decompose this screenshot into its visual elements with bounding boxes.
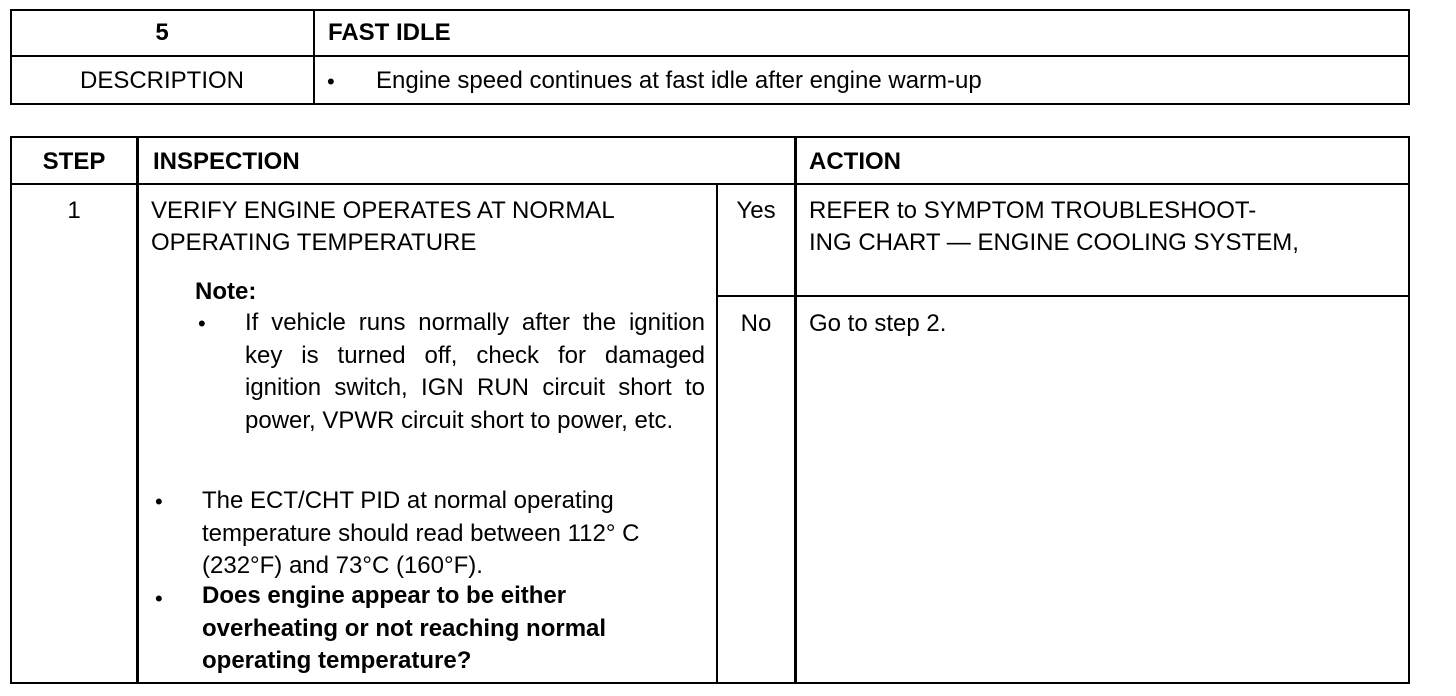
inspection-title-line1: VERIFY ENGINE OPERATES AT NORMAL [151,197,615,224]
question-text: Does engine appear to be either overheating or not reaching normal operating temperature? [202,582,607,674]
yes-action-line1: REFER to SYMPTOM TROUBLESHOOT- [809,197,1257,224]
column-header-inspection: INSPECTION [153,148,300,175]
step-number: 1 [67,197,81,224]
inspection-title-line2: OPERATING TEMPERATURE [151,229,477,256]
description-text: Engine speed continues at fast idle after engine warm-up [376,67,982,94]
step-column-divider [136,136,139,684]
section-number: 5 [155,19,169,46]
ect-text: The ECT/CHT PID at normal operating temperature should read between 112° C (232°F) and 73°C (160°F). [202,487,640,579]
no-action: Go to step 2. [809,310,947,337]
answer-yes: Yes [736,197,776,224]
note-text: If vehicle runs normally after the ignition key is turned off, check for damaged ignition switch, IGN RUN circuit short to power, VPWR circuit short to power, etc. [245,309,705,434]
column-header-action: ACTION [809,148,901,175]
question-bullet: • [155,586,163,611]
answer-no: No [740,310,772,337]
column-header-step: STEP [42,148,106,175]
yes-action-line2: ING CHART — ENGINE COOLING SYSTEM, [809,229,1299,256]
action-column-divider [794,136,797,684]
note-bullet: • [198,311,206,336]
header-column-divider [313,9,315,105]
answer-column-divider [716,185,718,684]
header-row-divider [10,55,1410,57]
ect-bullet: • [155,489,163,514]
description-label: DESCRIPTION [79,67,244,94]
description-bullet: • [327,69,335,94]
table-header-divider [10,183,1410,185]
note-label: Note: [195,278,257,305]
section-title: FAST IDLE [328,19,451,46]
yes-no-divider [716,295,1410,297]
